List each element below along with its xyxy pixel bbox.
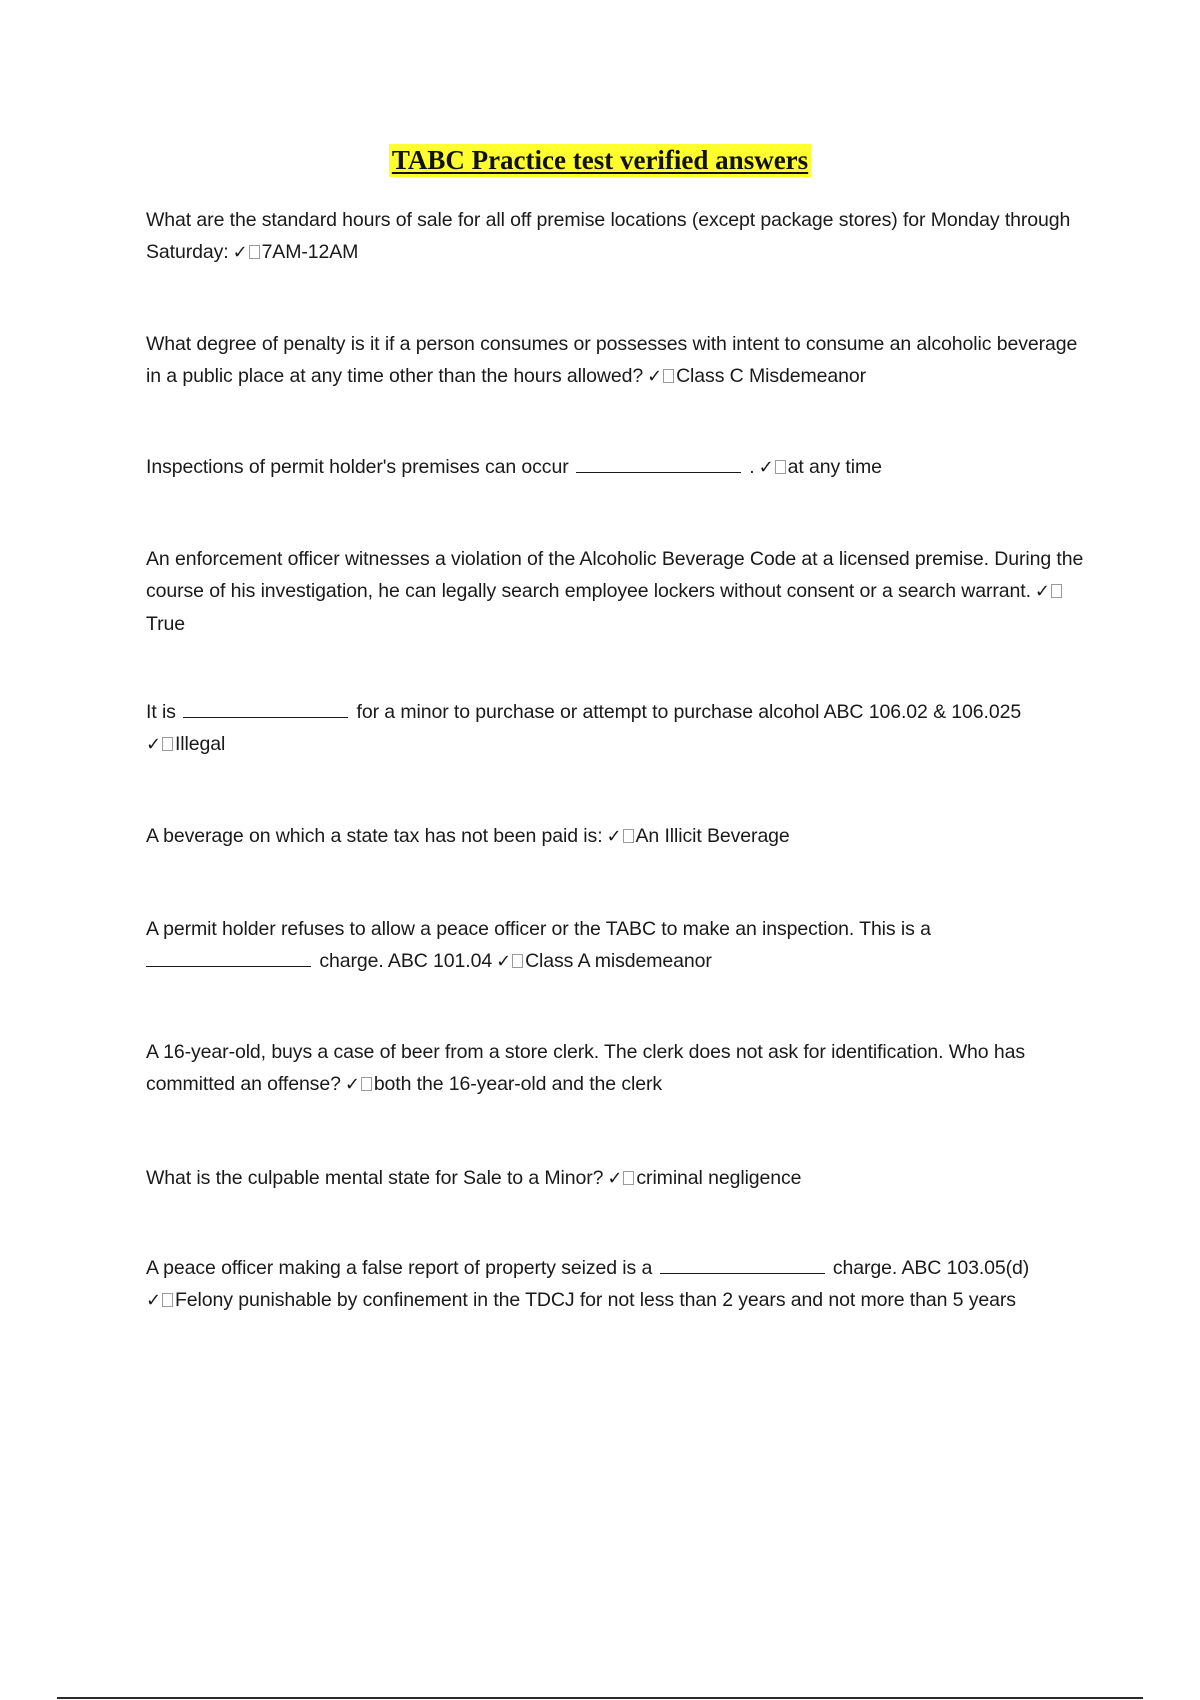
empty-box-icon (512, 954, 523, 968)
answer-blank (146, 946, 311, 967)
question-1 (146, 204, 1086, 269)
question-2-text: What degree of penalty is it if a person consumes or possesses with intent to consume an alcoholic beverage in a public place at any time other than the hours allowed? (146, 333, 1078, 387)
empty-box-icon (249, 245, 260, 259)
question-8 (146, 1036, 1086, 1101)
check-icon: ✓ (232, 242, 248, 263)
answer-blank (660, 1253, 825, 1274)
question-4-answer: True (146, 613, 185, 635)
check-icon: ✓ (758, 457, 774, 478)
question-5 (146, 696, 1086, 761)
page-bottom-rule (57, 1697, 1143, 1699)
check-icon: ✓ (647, 366, 663, 387)
check-icon: ✓ (344, 1074, 360, 1095)
empty-box-icon (623, 1171, 634, 1185)
check-icon: ✓ (146, 1290, 161, 1311)
check-icon: ✓ (496, 951, 512, 972)
question-7-answer: Class A misdemeanor (525, 950, 712, 972)
question-9-answer: criminal negligence (636, 1167, 802, 1189)
question-2 (146, 328, 1086, 393)
question-3-text-after: . (749, 456, 755, 478)
question-8-answer: both the 16-year-old and the clerk (373, 1073, 663, 1095)
question-6 (146, 820, 1086, 853)
question-10 (146, 1252, 1086, 1317)
check-icon: ✓ (607, 1168, 623, 1189)
answer-blank (576, 452, 741, 473)
question-4 (146, 543, 1086, 640)
empty-box-icon (361, 1077, 372, 1091)
empty-box-icon (162, 1293, 173, 1307)
question-7 (146, 913, 1086, 978)
question-7-text: A permit holder refuses to allow a peace officer or the TABC to make an inspection. This is a (146, 918, 931, 940)
answer-blank (183, 697, 348, 718)
title-container (0, 144, 1200, 177)
question-3 (146, 451, 1086, 484)
check-icon: ✓ (606, 826, 622, 847)
empty-box-icon (1051, 584, 1062, 598)
question-7-text-after: charge. ABC 101.04 (319, 950, 493, 972)
check-icon: ✓ (1034, 581, 1050, 602)
question-10-text-after: charge. ABC 103.05(d) (832, 1257, 1030, 1279)
question-1-answer: 7AM-12AM (261, 241, 359, 263)
question-10-text: A peace officer making a false report of property seized is a (146, 1257, 653, 1279)
document-title: TABC Practice test verified answers (389, 144, 811, 177)
question-3-text: Inspections of permit holder's premises can occur (146, 456, 569, 478)
empty-box-icon (623, 829, 634, 843)
question-9-text: What is the culpable mental state for Sale to a Minor? (146, 1167, 604, 1189)
empty-box-icon (162, 737, 173, 751)
question-9 (146, 1162, 1086, 1195)
question-5-answer: Illegal (174, 733, 226, 755)
question-8-text: A 16-year-old, buys a case of beer from a store clerk. The clerk does not ask for identification. Who has committed an offense? (146, 1041, 1025, 1095)
question-1-text: What are the standard hours of sale for all off premise locations (except package stores) for Monday through Saturday: (146, 209, 1071, 263)
empty-box-icon (775, 460, 786, 474)
question-4-text: An enforcement officer witnesses a violation of the Alcoholic Beverage Code at a licensed premise. During the course of his investigation, he can legally search employee lockers without consent or a search warrant. (146, 548, 1084, 602)
question-5-text: It is (146, 701, 176, 723)
question-2-answer: Class C Misdemeanor (676, 365, 866, 387)
question-10-answer: Felony punishable by confinement in the TDCJ for not less than 2 years and not more than 5 years (174, 1289, 1016, 1311)
question-6-text: A beverage on which a state tax has not been paid is: (146, 825, 603, 847)
question-3-answer: at any time (787, 456, 882, 478)
question-6-answer: An Illicit Beverage (635, 825, 790, 847)
question-5-text-after: for a minor to purchase or attempt to purchase alcohol ABC 106.02 & 106.025 (356, 701, 1022, 723)
check-icon: ✓ (146, 734, 161, 755)
empty-box-icon (663, 369, 674, 383)
